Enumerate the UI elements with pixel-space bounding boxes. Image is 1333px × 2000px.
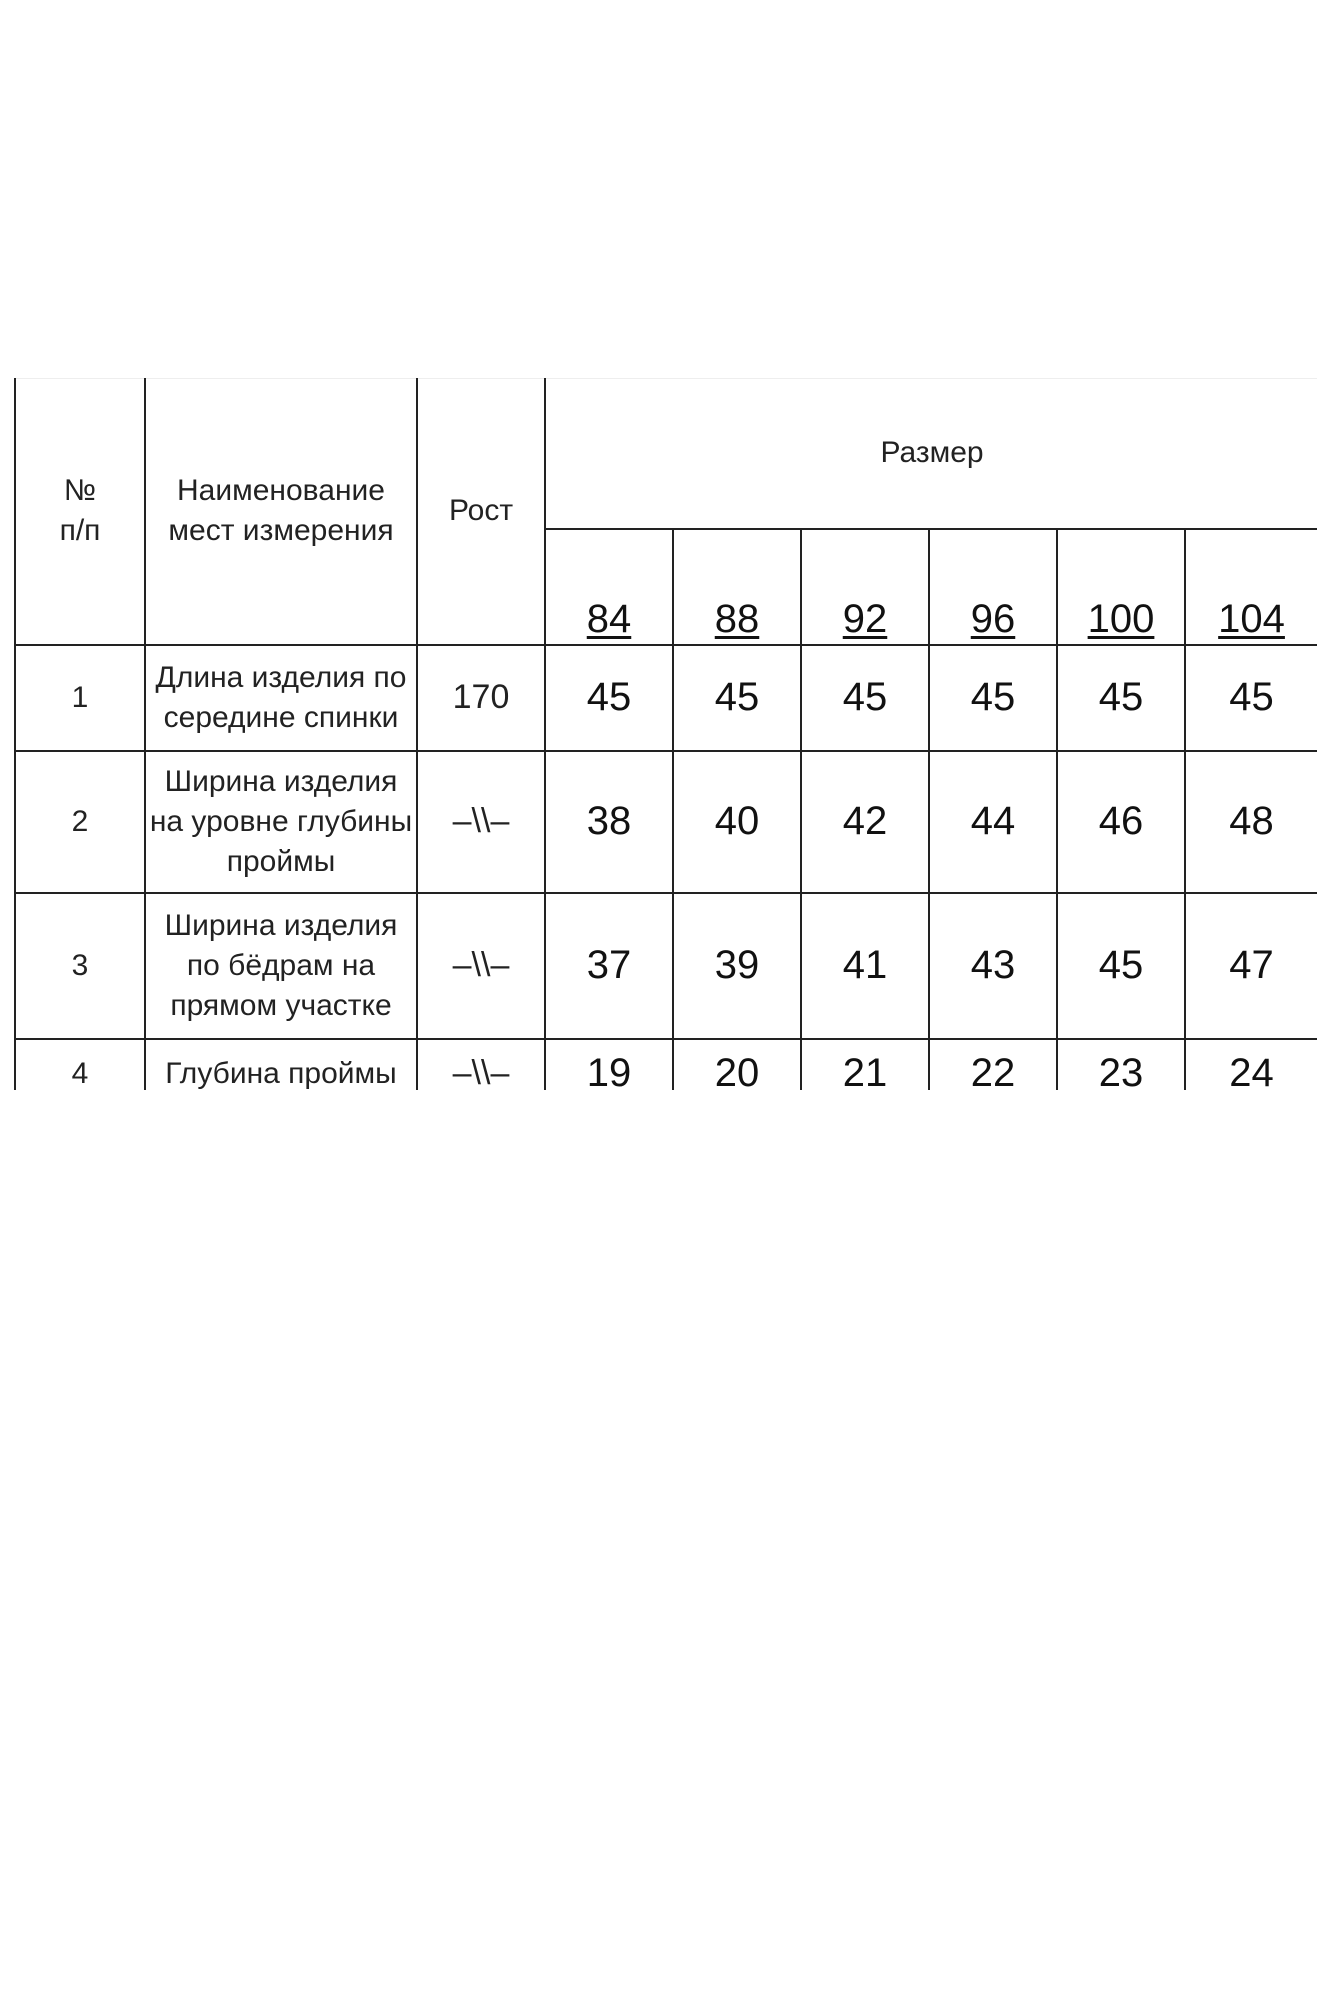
- size-chart-container: [14, 378, 1317, 1090]
- table-row: [15, 893, 1317, 1039]
- row-value: 45: [929, 645, 1057, 751]
- header-measurement-name-label: Наименование мест измерения: [168, 474, 394, 548]
- row-value: 47: [1185, 893, 1317, 1039]
- header-number-label: № п/п: [59, 474, 101, 548]
- size-header-88: 88: [673, 529, 801, 645]
- row-number: 3: [15, 893, 145, 1039]
- size-header-92: 92: [801, 529, 929, 645]
- size-chart-table: [14, 378, 1317, 1090]
- row-measurement-name: Длина изделия по середине спинки: [145, 645, 417, 751]
- row-value: 22: [929, 1039, 1057, 1091]
- row-value: 39: [673, 893, 801, 1039]
- table-row: [15, 645, 1317, 751]
- header-size-group-label: Размер: [880, 436, 984, 470]
- size-header-96: 96: [929, 529, 1057, 645]
- table-row: [15, 751, 1317, 893]
- row-value: 21: [801, 1039, 929, 1091]
- row-value: 20: [673, 1039, 801, 1091]
- row-height: –\\–: [417, 751, 545, 893]
- row-measurement-name: Ширина изделия на уровне глубины проймы: [145, 751, 417, 893]
- row-value: 24: [1185, 1039, 1317, 1091]
- row-height: 170: [417, 645, 545, 751]
- row-value: 45: [801, 645, 929, 751]
- row-value: 44: [929, 751, 1057, 893]
- row-value: 23: [1057, 1039, 1185, 1091]
- row-measurement-name: Ширина изделия по бёдрам на прямом участке: [145, 893, 417, 1039]
- size-header-104: 104: [1185, 529, 1317, 645]
- row-value: 48: [1185, 751, 1317, 893]
- row-number: 2: [15, 751, 145, 893]
- row-height: –\\–: [417, 893, 545, 1039]
- header-height-label: Рост: [448, 494, 514, 528]
- header-measurement-name: [145, 379, 417, 645]
- row-value: 19: [545, 1039, 673, 1091]
- row-measurement-name: Глубина проймы: [145, 1039, 417, 1091]
- row-value: 46: [1057, 751, 1185, 893]
- header-number: [15, 379, 145, 645]
- row-value: 40: [673, 751, 801, 893]
- row-value: 45: [1057, 645, 1185, 751]
- row-number: 4: [15, 1039, 145, 1091]
- row-value: 43: [929, 893, 1057, 1039]
- row-value: 37: [545, 893, 673, 1039]
- header-height: [417, 379, 545, 645]
- row-value: 45: [1057, 893, 1185, 1039]
- row-value: 45: [545, 645, 673, 751]
- table-row: [15, 1039, 1317, 1091]
- row-height: –\\–: [417, 1039, 545, 1091]
- size-header-84: 84: [545, 529, 673, 645]
- row-value: 45: [673, 645, 801, 751]
- row-value: 38: [545, 751, 673, 893]
- row-number: 1: [15, 645, 145, 751]
- row-value: 42: [801, 751, 929, 893]
- header-size-group: [545, 379, 1317, 529]
- row-value: 41: [801, 893, 929, 1039]
- size-header-100: 100: [1057, 529, 1185, 645]
- row-value: 45: [1185, 645, 1317, 751]
